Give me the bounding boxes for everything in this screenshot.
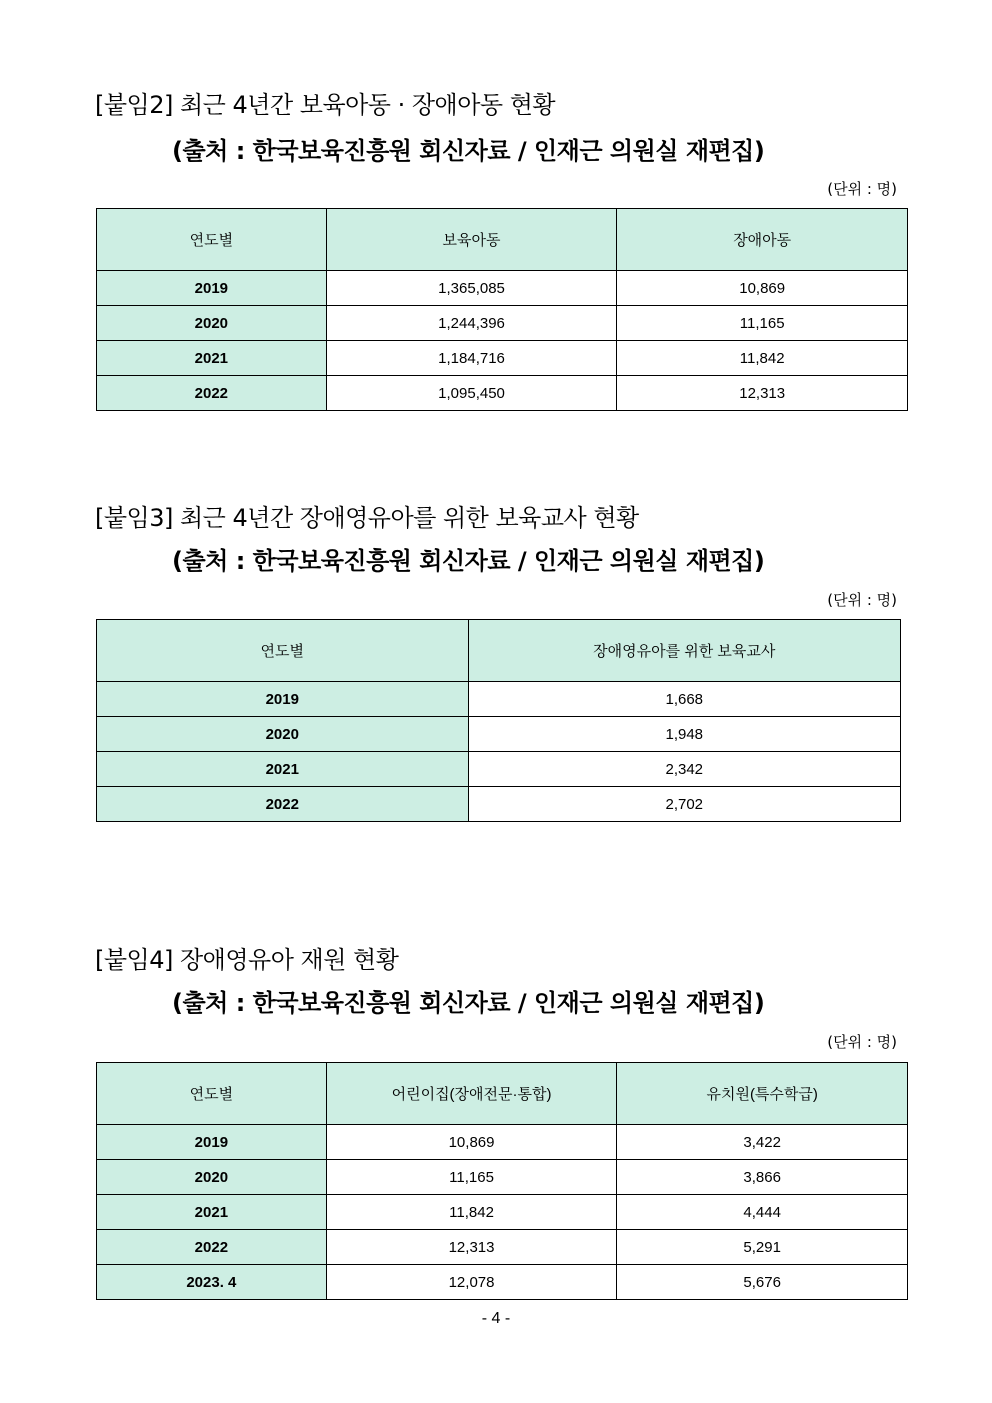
unit-label: (단위 : 명) — [827, 591, 897, 609]
value-cell: 12,078 — [326, 1265, 617, 1300]
value-cell: 1,184,716 — [326, 341, 617, 376]
value-cell: 1,095,450 — [326, 376, 617, 411]
year-cell: 2019 — [97, 1125, 327, 1160]
table-row — [97, 682, 901, 717]
column-header: 어린이집(장애전문·통합) — [326, 1063, 617, 1125]
table-row — [97, 341, 908, 376]
page-number: - 4 - — [481, 1310, 511, 1327]
enrollment-table — [96, 1062, 908, 1300]
table-row — [97, 1125, 908, 1160]
unit-label: (단위 : 명) — [827, 1033, 897, 1051]
table-row — [97, 1195, 908, 1230]
value-cell: 12,313 — [326, 1230, 617, 1265]
value-cell: 5,676 — [617, 1265, 908, 1300]
value-cell: 2,342 — [468, 752, 900, 787]
year-cell: 2021 — [97, 752, 469, 787]
year-cell: 2020 — [97, 717, 469, 752]
section-source: (출처 : 한국보육진흥원 회신자료 / 인재근 의원실 재편집) — [172, 989, 765, 1017]
value-cell: 5,291 — [617, 1230, 908, 1265]
column-header: 연도별 — [97, 620, 469, 682]
section-title: [붙임2] 최근 4년간 보육아동 · 장애아동 현황 — [95, 91, 556, 119]
table-row — [97, 1160, 908, 1195]
column-header: 보육아동 — [326, 209, 617, 271]
year-cell: 2022 — [97, 1230, 327, 1265]
value-cell: 10,869 — [326, 1125, 617, 1160]
section-title: [붙임4] 장애영유아 재원 현황 — [95, 946, 399, 974]
value-cell: 11,842 — [617, 341, 908, 376]
value-cell: 11,165 — [326, 1160, 617, 1195]
table-row — [97, 376, 908, 411]
section-source: (출처 : 한국보육진흥원 회신자료 / 인재근 의원실 재편집) — [172, 547, 765, 575]
value-cell: 10,869 — [617, 271, 908, 306]
column-header: 연도별 — [97, 1063, 327, 1125]
table-row — [97, 1265, 908, 1300]
year-cell: 2021 — [97, 341, 327, 376]
year-cell: 2022 — [97, 376, 327, 411]
table-header-row — [97, 620, 901, 682]
value-cell: 11,165 — [617, 306, 908, 341]
value-cell: 4,444 — [617, 1195, 908, 1230]
value-cell: 3,866 — [617, 1160, 908, 1195]
column-header: 장애영유아를 위한 보육교사 — [468, 620, 900, 682]
value-cell: 2,702 — [468, 787, 900, 822]
value-cell: 12,313 — [617, 376, 908, 411]
section-title: [붙임3] 최근 4년간 장애영유아를 위한 보육교사 현황 — [95, 504, 639, 532]
table-row — [97, 1230, 908, 1265]
table-row — [97, 717, 901, 752]
value-cell: 1,668 — [468, 682, 900, 717]
column-header: 연도별 — [97, 209, 327, 271]
year-cell: 2019 — [97, 271, 327, 306]
table-row — [97, 306, 908, 341]
year-cell: 2021 — [97, 1195, 327, 1230]
table-row — [97, 752, 901, 787]
year-cell: 2020 — [97, 1160, 327, 1195]
year-cell: 2020 — [97, 306, 327, 341]
year-cell: 2022 — [97, 787, 469, 822]
table-header-row — [97, 209, 908, 271]
table-row — [97, 787, 901, 822]
column-header: 유치원(특수학급) — [617, 1063, 908, 1125]
year-cell: 2019 — [97, 682, 469, 717]
teachers-table — [96, 619, 901, 822]
unit-label: (단위 : 명) — [827, 180, 897, 198]
value-cell: 3,422 — [617, 1125, 908, 1160]
table-header-row — [97, 1063, 908, 1125]
value-cell: 1,365,085 — [326, 271, 617, 306]
section-source: (출처 : 한국보육진흥원 회신자료 / 인재근 의원실 재편집) — [172, 137, 765, 165]
table-row — [97, 271, 908, 306]
year-cell: 2023. 4 — [97, 1265, 327, 1300]
column-header: 장애아동 — [617, 209, 908, 271]
value-cell: 1,948 — [468, 717, 900, 752]
children-table — [96, 208, 908, 411]
value-cell: 11,842 — [326, 1195, 617, 1230]
value-cell: 1,244,396 — [326, 306, 617, 341]
